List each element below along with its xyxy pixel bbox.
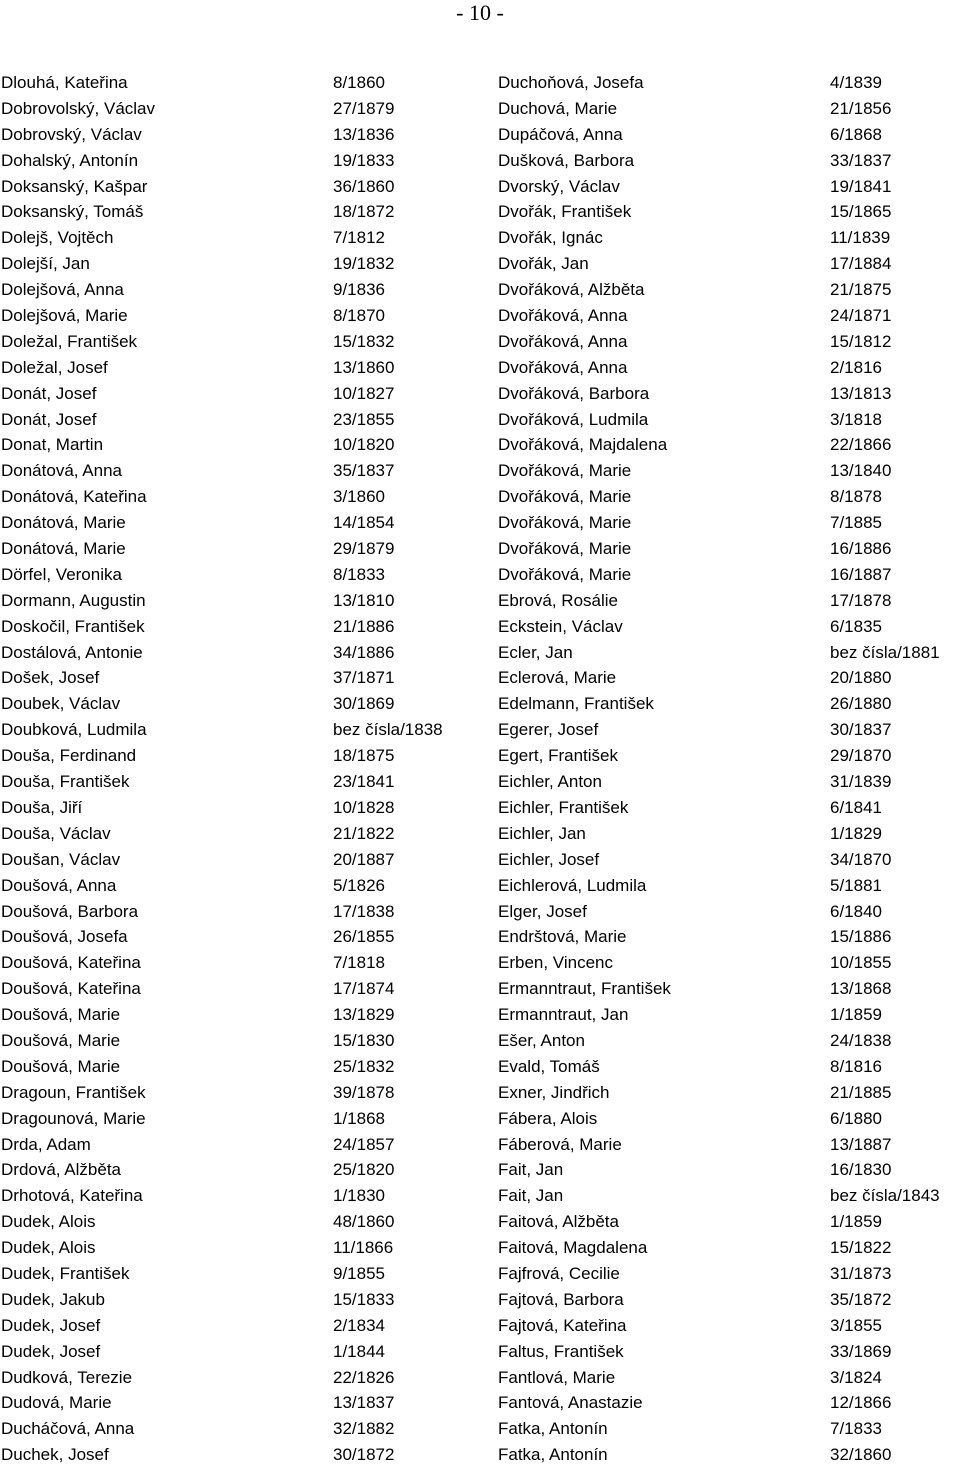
left-name: Donátová, Marie: [1, 539, 126, 559]
left-record-ref: 14/1854: [333, 513, 395, 533]
left-name: Doušová, Barbora: [1, 901, 139, 921]
index-row: [0, 691, 960, 717]
right-record-ref: 7/1885: [830, 513, 882, 533]
right-record-ref: 3/1824: [830, 1367, 882, 1387]
right-name: Dvořáková, Marie: [498, 539, 632, 559]
left-name: Donát, Josef: [1, 383, 97, 403]
index-row: [0, 976, 960, 1002]
right-name: Duchová, Marie: [498, 98, 618, 118]
index-row: [0, 614, 960, 640]
right-record-ref: 16/1886: [830, 539, 892, 559]
right-name: Eckstein, Václav: [498, 616, 623, 636]
left-name: Drhotová, Kateřina: [1, 1186, 143, 1206]
right-record-ref: 11/1839: [830, 228, 891, 248]
right-record-ref: 8/1878: [830, 487, 882, 507]
left-record-ref: 18/1875: [333, 746, 395, 766]
right-name: Exner, Jindřich: [498, 1082, 610, 1102]
index-row: [0, 743, 960, 769]
right-record-ref: 21/1885: [830, 1082, 892, 1102]
left-name: Douša, Jiří: [1, 797, 83, 817]
right-name: Fatka, Antonín: [498, 1419, 608, 1439]
index-row: [0, 148, 960, 174]
left-record-ref: 21/1886: [333, 616, 395, 636]
left-name: Dlouhá, Kateřina: [1, 73, 128, 92]
right-name: Fajtová, Barbora: [498, 1289, 624, 1309]
left-record-ref: 17/1838: [333, 901, 395, 921]
right-record-ref: 33/1869: [830, 1341, 892, 1361]
right-name: Ermanntraut, Jan: [498, 1005, 629, 1025]
left-record-ref: bez čísla/1838: [333, 720, 443, 740]
left-record-ref: 37/1871: [333, 668, 395, 688]
left-name: Dörfel, Veronika: [1, 564, 122, 584]
right-record-ref: 5/1881: [830, 875, 882, 895]
left-record-ref: 1/1844: [333, 1341, 385, 1361]
left-record-ref: 1/1830: [333, 1186, 385, 1206]
left-record-ref: 23/1841: [333, 772, 395, 792]
right-name: Fantová, Anastazie: [498, 1393, 643, 1413]
right-name: Dvořák, Jan: [498, 254, 589, 274]
left-name: Doubková, Ludmila: [1, 720, 147, 740]
index-row: [0, 70, 960, 96]
left-name: Douša, Václav: [1, 823, 111, 843]
index-row: [0, 769, 960, 795]
left-name: Douša, Ferdinand: [1, 746, 137, 766]
right-record-ref: bez čísla/1881: [830, 642, 940, 662]
right-record-ref: 1/1859: [830, 1005, 882, 1025]
left-record-ref: 27/1879: [333, 98, 395, 118]
left-record-ref: 24/1857: [333, 1134, 395, 1154]
right-record-ref: 31/1873: [830, 1263, 892, 1283]
right-name: Evald, Tomáš: [498, 1056, 600, 1076]
left-record-ref: 36/1860: [333, 176, 395, 196]
right-name: Ermanntraut, František: [498, 979, 671, 999]
index-row: [0, 381, 960, 407]
index-row: [0, 1287, 960, 1313]
left-name: Doležal, František: [1, 331, 138, 351]
index-row: [0, 1106, 960, 1132]
right-name: Dvořáková, Marie: [498, 487, 632, 507]
right-record-ref: 13/1887: [830, 1134, 892, 1154]
index-row: [0, 536, 960, 562]
right-record-ref: 17/1884: [830, 254, 892, 274]
index-row: [0, 251, 960, 277]
right-name: Dvorský, Václav: [498, 176, 620, 196]
left-name: Dudek, František: [1, 1263, 130, 1283]
right-name: Egerer, Josef: [498, 720, 599, 740]
index-row: [0, 640, 960, 666]
index-row: [0, 1261, 960, 1287]
left-name: Dobrovský, Václav: [1, 124, 142, 144]
right-name: Dvořáková, Anna: [498, 331, 628, 351]
left-name: Duchek, Josef: [1, 1445, 109, 1465]
right-record-ref: 13/1840: [830, 461, 892, 481]
left-name: Dragounová, Marie: [1, 1108, 146, 1128]
right-name: Fatka, Antonín: [498, 1445, 608, 1465]
index-row: [0, 1054, 960, 1080]
right-record-ref: 20/1880: [830, 668, 892, 688]
left-record-ref: 22/1826: [333, 1367, 395, 1387]
left-record-ref: 35/1837: [333, 461, 395, 481]
left-record-ref: 23/1855: [333, 409, 395, 429]
right-record-ref: 35/1872: [830, 1289, 892, 1309]
left-name: Došek, Josef: [1, 668, 100, 688]
index-row: [0, 665, 960, 691]
index-row: [0, 1157, 960, 1183]
left-record-ref: 7/1818: [333, 953, 385, 973]
left-record-ref: 10/1827: [333, 383, 395, 403]
index-row: [0, 1442, 960, 1468]
right-name: Edelmann, František: [498, 694, 654, 714]
index-row: [0, 174, 960, 200]
left-name: Dudek, Jakub: [1, 1289, 105, 1309]
left-record-ref: 9/1836: [333, 280, 385, 300]
right-name: Dupáčová, Anna: [498, 124, 623, 144]
index-row: [0, 458, 960, 484]
right-name: Faitová, Magdalena: [498, 1238, 648, 1258]
right-name: Dvořáková, Majdalena: [498, 435, 668, 455]
right-record-ref: 15/1822: [830, 1238, 892, 1258]
left-name: Dobrovolský, Václav: [1, 98, 156, 118]
name-index-table: [0, 70, 960, 1468]
right-name: Fáberová, Marie: [498, 1134, 622, 1154]
left-record-ref: 2/1834: [333, 1315, 385, 1335]
right-record-ref: 6/1880: [830, 1108, 882, 1128]
left-record-ref: 32/1882: [333, 1419, 395, 1439]
index-row: [0, 1080, 960, 1106]
left-record-ref: 3/1860: [333, 487, 385, 507]
right-record-ref: 34/1870: [830, 849, 892, 869]
left-record-ref: 15/1833: [333, 1289, 395, 1309]
left-record-ref: 34/1886: [333, 642, 395, 662]
left-name: Ducháčová, Anna: [1, 1419, 135, 1439]
index-row: [0, 199, 960, 225]
left-record-ref: 13/1837: [333, 1393, 395, 1413]
left-record-ref: 17/1874: [333, 979, 395, 999]
left-record-ref: 21/1822: [333, 823, 395, 843]
right-record-ref: 24/1871: [830, 306, 892, 326]
left-name: Drda, Adam: [1, 1134, 91, 1154]
right-record-ref: 15/1886: [830, 927, 892, 947]
right-record-ref: 31/1839: [830, 772, 892, 792]
right-name: Dvořáková, Marie: [498, 461, 632, 481]
left-record-ref: 30/1872: [333, 1445, 395, 1465]
left-record-ref: 29/1879: [333, 539, 395, 559]
left-name: Dormann, Augustin: [1, 590, 146, 610]
left-record-ref: 13/1836: [333, 124, 395, 144]
left-name: Drdová, Alžběta: [1, 1160, 122, 1180]
left-record-ref: 10/1820: [333, 435, 395, 455]
left-name: Donátová, Marie: [1, 513, 126, 533]
left-record-ref: 10/1828: [333, 797, 395, 817]
right-record-ref: 12/1866: [830, 1393, 892, 1413]
right-record-ref: 13/1813: [830, 383, 892, 403]
left-record-ref: 1/1868: [333, 1108, 385, 1128]
left-name: Doušan, Václav: [1, 849, 121, 869]
right-record-ref: 21/1856: [830, 98, 892, 118]
right-name: Dušková, Barbora: [498, 150, 635, 170]
left-record-ref: 19/1833: [333, 150, 395, 170]
left-name: Dolejšová, Anna: [1, 280, 124, 300]
page-number: - 10 -: [456, 0, 504, 25]
right-record-ref: 6/1840: [830, 901, 882, 921]
left-record-ref: 8/1870: [333, 306, 385, 326]
right-record-ref: 33/1837: [830, 150, 892, 170]
index-row: [0, 484, 960, 510]
right-name: Eichler, František: [498, 797, 629, 817]
right-name: Dvořák, František: [498, 202, 632, 222]
left-record-ref: 20/1887: [333, 849, 395, 869]
right-record-ref: 3/1855: [830, 1315, 882, 1335]
left-name: Doušová, Marie: [1, 1005, 121, 1025]
left-name: Dolejší, Jan: [1, 254, 90, 274]
index-row: [0, 1132, 960, 1158]
right-name: Dvořáková, Alžběta: [498, 280, 645, 300]
right-record-ref: 15/1865: [830, 202, 892, 222]
right-record-ref: 8/1816: [830, 1056, 882, 1076]
right-record-ref: bez čísla/1843: [830, 1186, 940, 1206]
right-name: Ecler, Jan: [498, 642, 573, 662]
left-name: Doušová, Marie: [1, 1056, 121, 1076]
index-row: [0, 355, 960, 381]
left-name: Dudek, Alois: [1, 1212, 96, 1232]
right-name: Dvořáková, Marie: [498, 564, 632, 584]
left-name: Doležal, Josef: [1, 357, 108, 377]
right-record-ref: 7/1833: [830, 1419, 882, 1439]
right-record-ref: 2/1816: [830, 357, 882, 377]
index-row: [0, 899, 960, 925]
index-row: [0, 407, 960, 433]
index-row: [0, 1416, 960, 1442]
left-name: Doušová, Kateřina: [1, 979, 141, 999]
right-name: Endrštová, Marie: [498, 927, 627, 947]
left-record-ref: 8/1860: [333, 73, 385, 92]
left-record-ref: 13/1860: [333, 357, 395, 377]
left-name: Donát, Josef: [1, 409, 97, 429]
right-record-ref: 24/1838: [830, 1030, 892, 1050]
index-row: [0, 1209, 960, 1235]
left-record-ref: 18/1872: [333, 202, 395, 222]
right-record-ref: 19/1841: [830, 176, 892, 196]
left-record-ref: 15/1830: [333, 1030, 395, 1050]
right-record-ref: 10/1855: [830, 953, 892, 973]
index-row: [0, 432, 960, 458]
left-name: Donat, Martin: [1, 435, 104, 455]
index-row: [0, 329, 960, 355]
left-record-ref: 13/1810: [333, 590, 395, 610]
left-name: Douša, František: [1, 772, 130, 792]
left-name: Dragoun, František: [1, 1082, 146, 1102]
index-row: [0, 588, 960, 614]
index-row: [0, 950, 960, 976]
left-record-ref: 8/1833: [333, 564, 385, 584]
left-name: Doksanský, Tomáš: [1, 202, 144, 222]
left-name: Dohalský, Antonín: [1, 150, 139, 170]
index-row: [0, 1235, 960, 1261]
right-name: Eichler, Jan: [498, 823, 586, 843]
right-record-ref: 3/1818: [830, 409, 882, 429]
index-row: [0, 1313, 960, 1339]
left-record-ref: 19/1832: [333, 254, 395, 274]
index-row: [0, 96, 960, 122]
left-record-ref: 9/1855: [333, 1263, 385, 1283]
right-record-ref: 22/1866: [830, 435, 892, 455]
right-name: Ebrová, Rosálie: [498, 590, 619, 610]
left-name: Dolejš, Vojtěch: [1, 228, 114, 248]
index-row: [0, 717, 960, 743]
left-record-ref: 39/1878: [333, 1082, 395, 1102]
right-record-ref: 21/1875: [830, 280, 892, 300]
left-name: Doušová, Marie: [1, 1030, 121, 1050]
right-name: Duchoňová, Josefa: [498, 73, 644, 92]
left-name: Dudová, Marie: [1, 1393, 112, 1413]
left-name: Doušová, Kateřina: [1, 953, 141, 973]
right-name: Ešer, Anton: [498, 1030, 585, 1050]
left-name: Dolejšová, Marie: [1, 306, 128, 326]
right-record-ref: 26/1880: [830, 694, 892, 714]
index-row: [0, 924, 960, 950]
left-name: Donátová, Kateřina: [1, 487, 147, 507]
left-name: Dostálová, Antonie: [1, 642, 143, 662]
right-name: Fait, Jan: [498, 1186, 564, 1206]
left-name: Dudková, Terezie: [1, 1367, 133, 1387]
index-row: [0, 1339, 960, 1365]
left-name: Donátová, Anna: [1, 461, 122, 481]
right-name: Fajtová, Kateřina: [498, 1315, 627, 1335]
left-record-ref: 30/1869: [333, 694, 395, 714]
right-name: Erben, Vincenc: [498, 953, 613, 973]
left-record-ref: 25/1820: [333, 1160, 395, 1180]
right-record-ref: 16/1887: [830, 564, 892, 584]
right-record-ref: 16/1830: [830, 1160, 892, 1180]
left-name: Doskočil, František: [1, 616, 145, 636]
right-name: Dvořáková, Marie: [498, 513, 632, 533]
left-record-ref: 25/1832: [333, 1056, 395, 1076]
right-name: Dvořáková, Anna: [498, 306, 628, 326]
index-row: [0, 562, 960, 588]
right-record-ref: 13/1868: [830, 979, 892, 999]
right-record-ref: 6/1835: [830, 616, 882, 636]
right-name: Eichler, Anton: [498, 772, 602, 792]
right-name: Fajfrová, Cecilie: [498, 1263, 620, 1283]
index-row: [0, 1183, 960, 1209]
index-row: [0, 1002, 960, 1028]
right-name: Eichlerová, Ludmila: [498, 875, 647, 895]
right-name: Fantlová, Marie: [498, 1367, 616, 1387]
index-row: [0, 1365, 960, 1391]
index-row: [0, 510, 960, 536]
index-row: [0, 873, 960, 899]
left-record-ref: 26/1855: [333, 927, 395, 947]
right-name: Elger, Josef: [498, 901, 587, 921]
left-name: Doušová, Josefa: [1, 927, 128, 947]
index-row: [0, 303, 960, 329]
index-row: [0, 1028, 960, 1054]
right-record-ref: 32/1860: [830, 1445, 892, 1465]
left-record-ref: 15/1832: [333, 331, 395, 351]
left-name: Doksanský, Kašpar: [1, 176, 148, 196]
right-name: Egert, František: [498, 746, 618, 766]
index-row: [0, 122, 960, 148]
left-record-ref: 7/1812: [333, 228, 385, 248]
left-name: Dudek, Josef: [1, 1315, 101, 1335]
left-name: Doubek, Václav: [1, 694, 121, 714]
index-row: [0, 1390, 960, 1416]
right-record-ref: 1/1829: [830, 823, 882, 843]
right-record-ref: 6/1841: [830, 797, 882, 817]
left-name: Dudek, Alois: [1, 1238, 96, 1258]
left-record-ref: 11/1866: [333, 1238, 394, 1258]
right-name: Dvořáková, Barbora: [498, 383, 650, 403]
right-name: Faltus, František: [498, 1341, 624, 1361]
left-name: Dudek, Josef: [1, 1341, 101, 1361]
left-record-ref: 13/1829: [333, 1005, 395, 1025]
index-row: [0, 225, 960, 251]
index-row: [0, 795, 960, 821]
right-record-ref: 6/1868: [830, 124, 882, 144]
right-name: Fait, Jan: [498, 1160, 564, 1180]
right-record-ref: 15/1812: [830, 331, 892, 351]
right-record-ref: 1/1859: [830, 1212, 882, 1232]
right-name: Dvořák, Ignác: [498, 228, 603, 248]
right-record-ref: 29/1870: [830, 746, 892, 766]
right-record-ref: 4/1839: [830, 73, 882, 92]
right-name: Faitová, Alžběta: [498, 1212, 619, 1232]
left-name: Doušová, Anna: [1, 875, 117, 895]
right-name: Dvořáková, Anna: [498, 357, 628, 377]
left-record-ref: 5/1826: [333, 875, 385, 895]
right-name: Eichler, Josef: [498, 849, 600, 869]
right-name: Dvořáková, Ludmila: [498, 409, 649, 429]
index-row: [0, 277, 960, 303]
right-name: Fábera, Alois: [498, 1108, 598, 1128]
right-record-ref: 17/1878: [830, 590, 892, 610]
left-record-ref: 48/1860: [333, 1212, 395, 1232]
index-row: [0, 847, 960, 873]
right-record-ref: 30/1837: [830, 720, 892, 740]
right-name: Eclerová, Marie: [498, 668, 617, 688]
index-row: [0, 821, 960, 847]
